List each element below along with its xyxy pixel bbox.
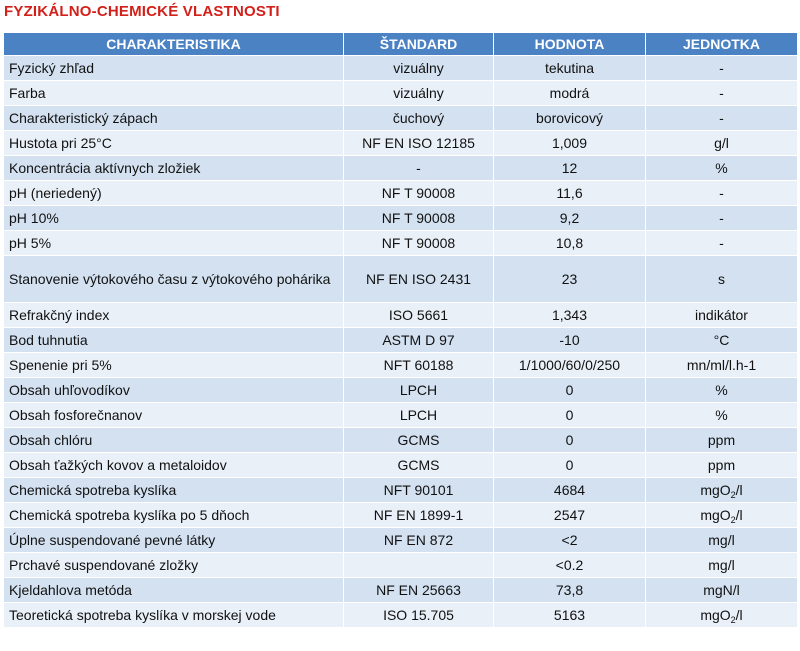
cell-standard: GCMS	[344, 428, 494, 453]
unit-tail: /l	[735, 606, 743, 623]
cell-unit: -	[646, 231, 798, 256]
header-standard: ŠTANDARD	[344, 33, 494, 56]
cell-value: -10	[494, 328, 646, 353]
table-row	[4, 553, 798, 578]
table-header-row	[4, 33, 798, 56]
cell-value: 12	[494, 156, 646, 181]
cell-standard: vizuálny	[344, 56, 494, 81]
cell-characteristic: Teoretická spotreba kyslíka v morskej vode	[4, 603, 344, 628]
cell-value: 10,8	[494, 231, 646, 256]
cell-standard: NFT 90101	[344, 478, 494, 503]
table-row	[4, 453, 798, 478]
header-value: HODNOTA	[494, 33, 646, 56]
cell-standard: ISO 15.705	[344, 603, 494, 628]
cell-standard: NF T 90008	[344, 206, 494, 231]
cell-unit: g/l	[646, 131, 798, 156]
table-row	[4, 106, 798, 131]
table-body	[4, 56, 798, 628]
table-row	[4, 403, 798, 428]
cell-value: modrá	[494, 81, 646, 106]
cell-value: 0	[494, 428, 646, 453]
cell-value: 0	[494, 403, 646, 428]
cell-value: 5163	[494, 603, 646, 628]
table-row	[4, 181, 798, 206]
cell-unit	[646, 603, 798, 628]
cell-unit: -	[646, 206, 798, 231]
cell-value: 4684	[494, 478, 646, 503]
unit-base: mgO	[700, 506, 731, 523]
cell-standard: NFT 60188	[344, 353, 494, 378]
cell-unit	[646, 478, 798, 503]
table-row	[4, 206, 798, 231]
cell-characteristic: Prchavé suspendované zložky	[4, 553, 344, 578]
cell-unit: mg/l	[646, 528, 798, 553]
table-row	[4, 303, 798, 328]
table-row	[4, 156, 798, 181]
cell-standard: NF EN 1899-1	[344, 503, 494, 528]
cell-unit: %	[646, 156, 798, 181]
cell-characteristic: pH 10%	[4, 206, 344, 231]
cell-characteristic: Obsah chlóru	[4, 428, 344, 453]
cell-characteristic: Stanovenie výtokového času z výtokového pohárika	[4, 256, 344, 303]
cell-value: borovicový	[494, 106, 646, 131]
cell-unit: indikátor	[646, 303, 798, 328]
cell-characteristic: Úplne suspendované pevné látky	[4, 528, 344, 553]
unit-subscript: 2	[730, 614, 736, 625]
table-row	[4, 603, 798, 628]
cell-value: 0	[494, 378, 646, 403]
table-row	[4, 81, 798, 106]
cell-characteristic: Chemická spotreba kyslíka po 5 dňoch	[4, 503, 344, 528]
cell-unit: -	[646, 106, 798, 131]
table-row	[4, 478, 798, 503]
cell-standard: LPCH	[344, 403, 494, 428]
cell-value: <0.2	[494, 553, 646, 578]
cell-characteristic: Hustota pri 25°C	[4, 131, 344, 156]
cell-standard: LPCH	[344, 378, 494, 403]
cell-unit: %	[646, 378, 798, 403]
unit-base: mgO	[700, 606, 731, 623]
cell-value: 1,343	[494, 303, 646, 328]
cell-characteristic: pH (neriedený)	[4, 181, 344, 206]
cell-value: 11,6	[494, 181, 646, 206]
cell-unit: -	[646, 181, 798, 206]
table-row	[4, 328, 798, 353]
unit-tail: /l	[735, 481, 743, 498]
cell-standard: vizuálny	[344, 81, 494, 106]
cell-characteristic: Obsah uhľovodíkov	[4, 378, 344, 403]
cell-standard: -	[344, 156, 494, 181]
table-row	[4, 231, 798, 256]
cell-standard: NF EN ISO 12185	[344, 131, 494, 156]
cell-value: 73,8	[494, 578, 646, 603]
cell-unit: ppm	[646, 453, 798, 478]
unit-tail: /l	[735, 506, 743, 523]
cell-standard: NF EN 872	[344, 528, 494, 553]
cell-unit: -	[646, 56, 798, 81]
cell-unit	[646, 503, 798, 528]
cell-value: 2547	[494, 503, 646, 528]
cell-unit: %	[646, 403, 798, 428]
cell-value: tekutina	[494, 56, 646, 81]
header-characteristic: CHARAKTERISTIKA	[4, 33, 344, 56]
cell-unit: ppm	[646, 428, 798, 453]
cell-standard: NF T 90008	[344, 181, 494, 206]
cell-standard: NF T 90008	[344, 231, 494, 256]
cell-value: 9,2	[494, 206, 646, 231]
cell-characteristic: Refrakčný index	[4, 303, 344, 328]
table-row	[4, 528, 798, 553]
table-row	[4, 131, 798, 156]
cell-value: 0	[494, 453, 646, 478]
table-row	[4, 578, 798, 603]
cell-characteristic: Koncentrácia aktívnych zložiek	[4, 156, 344, 181]
cell-characteristic: Fyzický zhľad	[4, 56, 344, 81]
cell-standard: NF EN 25663	[344, 578, 494, 603]
table-row	[4, 503, 798, 528]
cell-unit: -	[646, 81, 798, 106]
cell-standard	[344, 553, 494, 578]
cell-characteristic: Chemická spotreba kyslíka	[4, 478, 344, 503]
header-unit: JEDNOTKA	[646, 33, 798, 56]
cell-characteristic: Charakteristický zápach	[4, 106, 344, 131]
table-row	[4, 378, 798, 403]
cell-unit: mn/ml/l.h-1	[646, 353, 798, 378]
cell-value: <2	[494, 528, 646, 553]
cell-unit: mg/l	[646, 553, 798, 578]
cell-characteristic: Spenenie pri 5%	[4, 353, 344, 378]
cell-characteristic: Bod tuhnutia	[4, 328, 344, 353]
cell-unit: s	[646, 256, 798, 303]
unit-base: mgO	[700, 481, 731, 498]
cell-unit: °C	[646, 328, 798, 353]
table-row	[4, 428, 798, 453]
unit-subscript: 2	[730, 489, 736, 500]
unit-subscript: 2	[730, 514, 736, 525]
cell-value: 23	[494, 256, 646, 303]
cell-standard: ISO 5661	[344, 303, 494, 328]
table-row	[4, 353, 798, 378]
cell-standard: ASTM D 97	[344, 328, 494, 353]
properties-table	[3, 32, 798, 628]
cell-characteristic: Obsah ťažkých kovov a metaloidov	[4, 453, 344, 478]
cell-standard: NF EN ISO 2431	[344, 256, 494, 303]
table-row	[4, 56, 798, 81]
cell-value: 1,009	[494, 131, 646, 156]
table-row	[4, 256, 798, 303]
cell-characteristic: Obsah fosforečnanov	[4, 403, 344, 428]
cell-characteristic: pH 5%	[4, 231, 344, 256]
cell-characteristic: Kjeldahlova metóda	[4, 578, 344, 603]
section-title: FYZIKÁLNO-CHEMICKÉ VLASTNOSTI	[4, 3, 280, 20]
cell-value: 1/1000/60/0/250	[494, 353, 646, 378]
cell-standard: čuchový	[344, 106, 494, 131]
cell-characteristic: Farba	[4, 81, 344, 106]
cell-unit: mgN/l	[646, 578, 798, 603]
cell-standard: GCMS	[344, 453, 494, 478]
